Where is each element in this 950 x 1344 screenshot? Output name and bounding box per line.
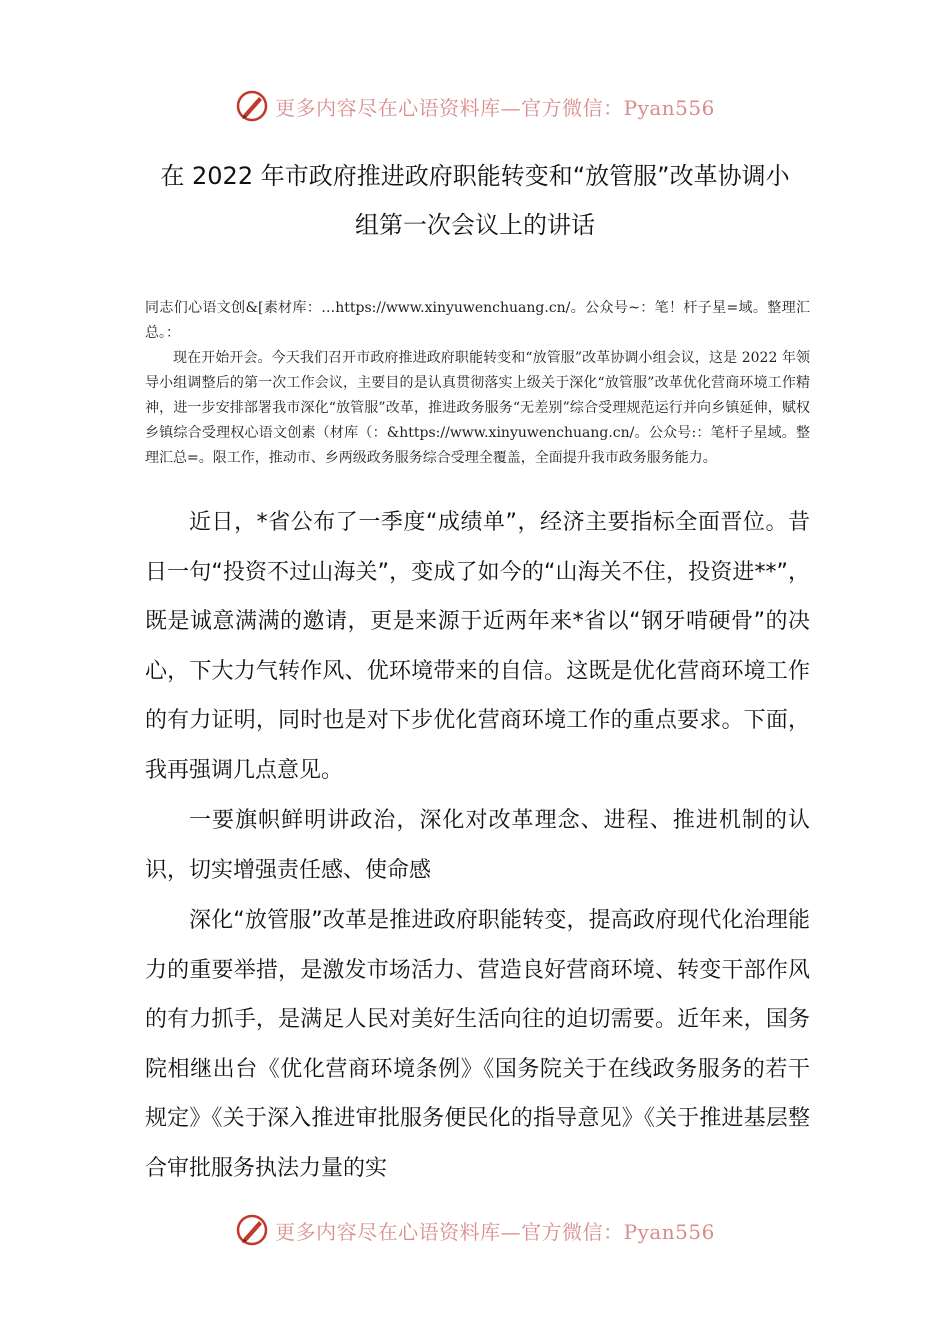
footer-banner bbox=[0, 1210, 950, 1250]
page-title-line-1: 在 2022 年市政府推进政府职能转变和“放管服”改革协调小 bbox=[160, 162, 790, 190]
pen-logo-icon bbox=[235, 89, 269, 123]
pen-logo-icon bbox=[235, 1213, 269, 1247]
paragraph-reform: 深化“放管服”改革是推进政府职能转变，提高政府现代化治理能力的重要举措，是激发市场活力、营造良好营商环境、转变干部作风的有力抓手，是满足人民对美好生活向往的迫切需要。近年来，国务院相继出台《优化营商环境条例》《国务院关于在线政务服务的若干规定》《关于深入推进审批服务便民化的指导意见》《关于推进基层整合审批服务执法力量的实 bbox=[145, 908, 810, 1181]
paragraph-background: 近日，*省公布了一季度“成绩单”，经济主要指标全面晋位。昔日一句“投资不过山海关”，变成了如今的“山海关不住，投资进**”，既是诚意满满的邀请，更是来源于近两年来*省以“钢牙啃硬骨”的决心，下大力气转作风、优环境带来的自信。这既是优化营商环境工作的有力证明，同时也是对下步优化营商环境工作的重点要求。下面，我再强调几点意见。 bbox=[145, 510, 810, 783]
paragraph-opening: 现在开始开会。今天我们召开市政府推进政府职能转变和“放管服”改革协调小组会议，这是 2022 年领导小组调整后的第一次工作会议，主要目的是认真贯彻落实上级关于深化“放管服”改革优化营商环境工作精神，进一步安排部署我市深化“放管服”改革，推进政务服务“无差别”综合受理规范运行并向乡镇延伸，赋权乡镇综合受理权心语文创素（材库（：&https://www.xinyuwenchuang.cn/。公众号:：笔杆子星域。整理汇总=。限工作，推动市、乡两级政务服务综合受理全覆盖，全面提升我市政务服务能力。 bbox=[145, 350, 810, 466]
page-title-line-2: 组第一次会议上的讲话 bbox=[355, 211, 595, 239]
banner-text: 更多内容尽在心语资料库—官方微信：Pyan556 bbox=[275, 95, 715, 120]
banner-text: 更多内容尽在心语资料库—官方微信：Pyan556 bbox=[275, 1219, 715, 1244]
intro-text: 同志们心语文创&[素材库：…https://www.xinyuwenchuang.cn/。公众号~：笔！杆子星=域。整理汇总。： bbox=[145, 300, 810, 341]
section-heading-1: 一要旗帜鲜明讲政治，深化对改革理念、进程、推进机制的认识，切实增强责任感、使命感 bbox=[145, 808, 810, 883]
header-banner bbox=[0, 86, 950, 126]
